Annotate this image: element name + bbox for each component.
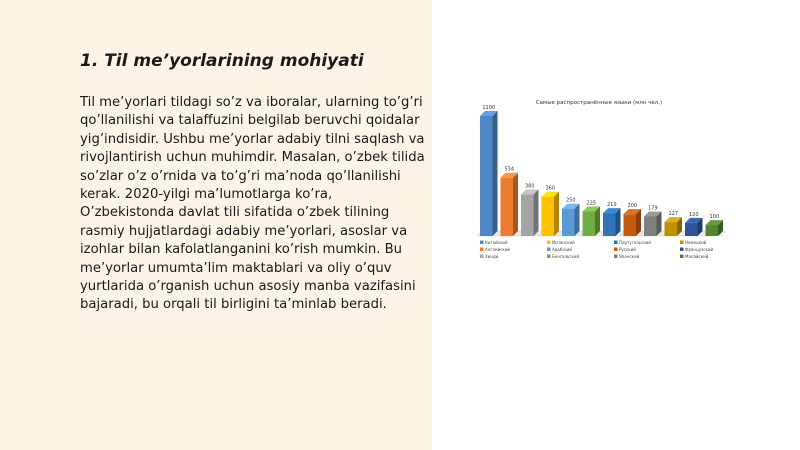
legend-swatch: [680, 241, 684, 245]
legend-swatch: [480, 241, 484, 245]
bar-value-label: 360: [545, 185, 556, 192]
legend-label: Бенгальский: [552, 254, 580, 259]
bar-chart: [472, 94, 730, 266]
legend-swatch: [480, 255, 484, 259]
legend-label: Японский: [619, 254, 640, 259]
slide-body-text: Til me’yorlari tildagi so’z va iboralar, ularning to’g’ri qo’llanilishi va talaffuzini belgilab beruvchi qoidalar yig’indisidir. Ushbu me’yorlar adabiy tilni saqlash va rivojlantirish uchun muhimdir. Masalan, o’zbek tilida so’zlar o’z o’rnida va to’g’ri ma’noda qo’llanilishi kerak. 2020-yilgi ma’lumotlarga ko’ra, O’zbekistonda davlat tili sifatida o’zbek tilining rasmiy hujjatlardagi adabiy me’yorlari, asoslar va izohlar bilan kafolatlanganini ko’rish mumkin. Bu me’yorlar umumta’lim maktablari va oliy o’quv yurtlarida o’rganish uchun asosiy manba vazifasini bajaradi, bu orqali til birligini ta’minlab beradi.: [80, 95, 425, 313]
chart-title: Самые распространённые языки (млн чел.): [535, 100, 663, 106]
legend-label: Китайский: [485, 240, 508, 245]
bar-value-label: 127: [668, 211, 679, 218]
legend-swatch: [547, 241, 551, 245]
legend-label: Немецкий: [685, 240, 707, 245]
legend-label: Португальский: [619, 240, 651, 245]
bar: [685, 223, 698, 236]
legend-label: Арабский: [552, 247, 573, 252]
legend-label: Французский: [685, 247, 714, 252]
legend-swatch: [680, 255, 684, 259]
bar: [603, 213, 616, 236]
legend-swatch: [614, 248, 618, 252]
bar: [480, 116, 493, 236]
legend-swatch: [680, 248, 684, 252]
bar: [583, 211, 596, 236]
legend-label: Английский: [485, 247, 511, 252]
legend-swatch: [480, 248, 484, 252]
bar-side: [493, 111, 498, 236]
bar-side: [513, 173, 518, 236]
bar: [542, 197, 555, 236]
bar-side: [595, 206, 600, 236]
legend-label: Испанский: [552, 240, 575, 245]
bar: [562, 209, 575, 236]
bar-side: [554, 192, 559, 236]
bar-chart-svg: [472, 94, 730, 266]
bar-value-label: 100: [709, 214, 720, 221]
bar-value-label: 534: [504, 166, 515, 173]
bar-value-label: 120: [688, 211, 699, 218]
bar: [624, 214, 637, 236]
bar-value-label: 1100: [482, 105, 496, 111]
bar: [521, 195, 534, 236]
bar-value-label: 179: [647, 205, 658, 212]
legend-label: Малайский: [685, 254, 709, 259]
legend-label: Русский: [619, 247, 636, 252]
bar-side: [575, 204, 580, 236]
bar: [665, 222, 678, 236]
bar-value-label: 380: [524, 183, 535, 190]
legend-swatch: [547, 248, 551, 252]
bar-value-label: 225: [586, 200, 597, 207]
bar: [501, 178, 514, 236]
bar: [644, 216, 657, 236]
bar: [706, 225, 719, 236]
bar-value-label: 210: [606, 202, 617, 209]
legend-swatch: [547, 255, 551, 259]
legend-label: Хинди: [485, 254, 499, 259]
slide-title: 1. Til me’yorlarining mohiyati: [80, 51, 364, 71]
bar-value-label: 250: [565, 197, 576, 204]
bar-value-label: 200: [627, 203, 638, 210]
legend-swatch: [614, 255, 618, 259]
bar-side: [534, 190, 539, 236]
legend-swatch: [614, 241, 618, 245]
